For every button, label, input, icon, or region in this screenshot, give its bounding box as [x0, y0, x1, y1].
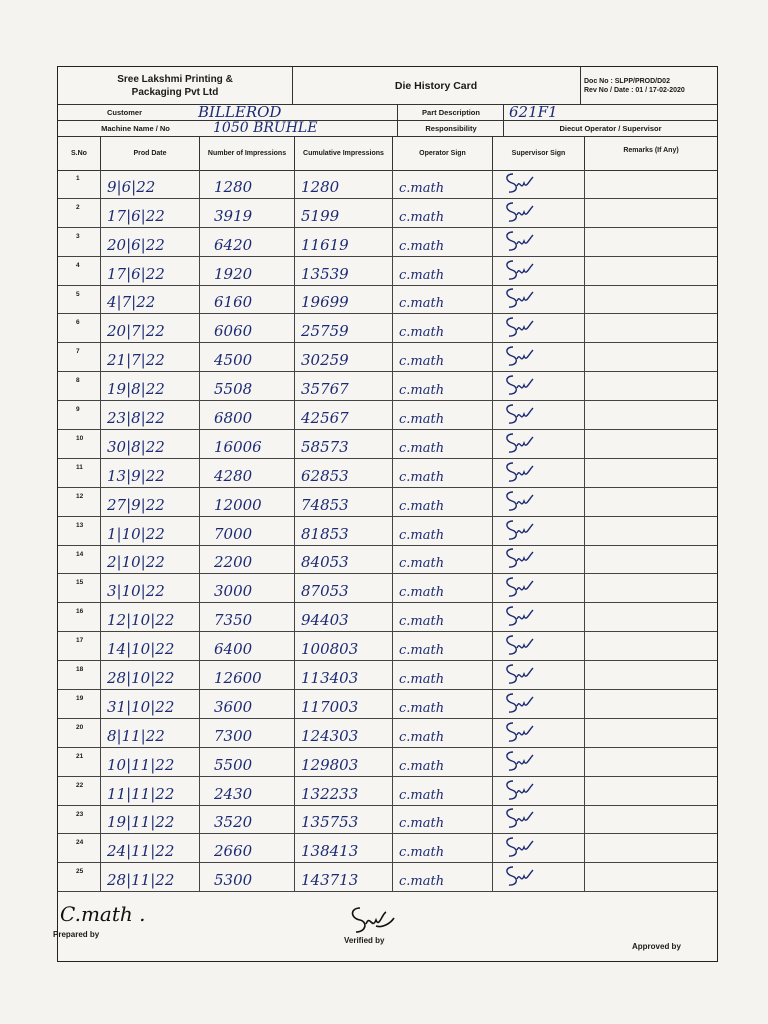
row-supervisor-sign [493, 314, 585, 342]
supervisor-signature [501, 662, 535, 686]
row-prod-date: 10|11|22 [101, 748, 200, 776]
table-row [58, 430, 717, 459]
prepared-by-label: Prepared by [53, 930, 100, 939]
table-row [58, 517, 717, 546]
row-prod-date: 21|7|22 [101, 343, 200, 371]
revision-number: Rev No / Date : 01 / 17-02-2020 [584, 86, 685, 94]
supervisor-signature [501, 373, 535, 397]
row-supervisor-sign [493, 748, 585, 776]
col-cumulative: Cumulative Impressions [295, 136, 393, 170]
row-remarks [585, 777, 717, 805]
row-remarks [585, 430, 717, 458]
row-impressions: 1280 [200, 170, 295, 198]
row-prod-date: 28|11|22 [101, 863, 200, 891]
customer-value: BILLEROD [198, 103, 282, 121]
row-supervisor-sign [493, 632, 585, 660]
row-cumulative: 138413 [295, 834, 393, 862]
row-impressions: 2660 [200, 834, 295, 862]
row-prod-date: 31|10|22 [101, 690, 200, 718]
row-supervisor-sign [493, 517, 585, 545]
row-operator-sign: c.math [393, 574, 493, 602]
row-sno: 17 [58, 632, 101, 660]
row-supervisor-sign [493, 286, 585, 314]
row-operator-sign: c.math [393, 459, 493, 487]
supervisor-signature [501, 229, 535, 253]
row-impressions: 6160 [200, 286, 295, 314]
row-remarks [585, 834, 717, 862]
row-impressions: 6400 [200, 632, 295, 660]
row-remarks [585, 343, 717, 371]
supervisor-signature [501, 749, 535, 773]
row-supervisor-sign [493, 546, 585, 574]
row-operator-sign: c.math [393, 401, 493, 429]
table-row [58, 863, 717, 892]
row-prod-date: 20|7|22 [101, 314, 200, 342]
row-impressions: 12000 [200, 488, 295, 516]
row-supervisor-sign [493, 459, 585, 487]
row-operator-sign: c.math [393, 690, 493, 718]
row-operator-sign: c.math [393, 257, 493, 285]
row-supervisor-sign [493, 661, 585, 689]
row-operator-sign: c.math [393, 546, 493, 574]
row-impressions: 16006 [200, 430, 295, 458]
supervisor-signature [501, 835, 535, 859]
row-remarks [585, 170, 717, 198]
row-impressions: 3600 [200, 690, 295, 718]
doc-number: Doc No : SLPP/PROD/D02 [584, 77, 670, 85]
card-header [58, 67, 717, 105]
row-sno: 15 [58, 574, 101, 602]
supervisor-signature [501, 200, 535, 224]
row-remarks [585, 863, 717, 891]
row-impressions: 5508 [200, 372, 295, 400]
row-remarks [585, 459, 717, 487]
row-sno: 16 [58, 603, 101, 631]
supervisor-signature [501, 344, 535, 368]
supervisor-signature [501, 518, 535, 542]
supervisor-signature [501, 604, 535, 628]
row-sno: 20 [58, 719, 101, 747]
supervisor-signature [501, 402, 535, 426]
row-sno: 3 [58, 228, 101, 256]
row-cumulative: 81853 [295, 517, 393, 545]
table-row [58, 719, 717, 748]
row-cumulative: 124303 [295, 719, 393, 747]
row-impressions: 4500 [200, 343, 295, 371]
row-prod-date: 27|9|22 [101, 488, 200, 516]
row-prod-date: 24|11|22 [101, 834, 200, 862]
table-row [58, 603, 717, 632]
row-operator-sign: c.math [393, 603, 493, 631]
column-header-row [58, 136, 717, 171]
table-row [58, 228, 717, 257]
row-impressions: 1920 [200, 257, 295, 285]
supervisor-signature [501, 460, 535, 484]
row-prod-date: 19|8|22 [101, 372, 200, 400]
row-sno: 21 [58, 748, 101, 776]
row-cumulative: 117003 [295, 690, 393, 718]
row-impressions: 3520 [200, 806, 295, 834]
prepared-signature: C.math . [60, 902, 146, 926]
row-supervisor-sign [493, 372, 585, 400]
responsibility-value: Diecut Operator / Supervisor [503, 120, 717, 136]
table-row [58, 257, 717, 286]
row-operator-sign: c.math [393, 286, 493, 314]
table-row [58, 372, 717, 401]
row-impressions: 3000 [200, 574, 295, 602]
row-sno: 8 [58, 372, 101, 400]
row-impressions: 7300 [200, 719, 295, 747]
row-remarks [585, 574, 717, 602]
row-cumulative: 129803 [295, 748, 393, 776]
row-prod-date: 17|6|22 [101, 199, 200, 227]
approved-by-label: Approved by [632, 942, 681, 951]
row-supervisor-sign [493, 834, 585, 862]
row-sno: 11 [58, 459, 101, 487]
table-row [58, 834, 717, 863]
row-supervisor-sign [493, 806, 585, 834]
row-sno: 14 [58, 546, 101, 574]
company-name [58, 67, 293, 104]
row-supervisor-sign [493, 863, 585, 891]
row-impressions: 7350 [200, 603, 295, 631]
row-cumulative: 87053 [295, 574, 393, 602]
row-remarks [585, 748, 717, 776]
row-prod-date: 19|11|22 [101, 806, 200, 834]
row-prod-date: 8|11|22 [101, 719, 200, 747]
machine-label: Machine Name / No [101, 123, 170, 133]
row-cumulative: 100803 [295, 632, 393, 660]
row-sno: 13 [58, 517, 101, 545]
row-sno: 19 [58, 690, 101, 718]
machine-value: 1050 BRUHLE [213, 120, 318, 136]
supervisor-signature [501, 315, 535, 339]
col-prod-date: Prod Date [101, 136, 200, 170]
verified-signature [346, 902, 396, 936]
row-operator-sign: c.math [393, 314, 493, 342]
col-sno: S.No [58, 136, 101, 170]
row-remarks [585, 603, 717, 631]
row-remarks [585, 228, 717, 256]
row-supervisor-sign [493, 488, 585, 516]
row-impressions: 5500 [200, 748, 295, 776]
table-row [58, 343, 717, 372]
row-supervisor-sign [493, 690, 585, 718]
row-sno: 2 [58, 199, 101, 227]
row-prod-date: 11|11|22 [101, 777, 200, 805]
supervisor-signature [501, 633, 535, 657]
row-operator-sign: c.math [393, 372, 493, 400]
row-supervisor-sign [493, 401, 585, 429]
table-row [58, 661, 717, 690]
table-row [58, 748, 717, 777]
row-prod-date: 30|8|22 [101, 430, 200, 458]
row-operator-sign: c.math [393, 719, 493, 747]
row-supervisor-sign [493, 603, 585, 631]
supervisor-signature [501, 546, 535, 570]
row-impressions: 2200 [200, 546, 295, 574]
row-cumulative: 11619 [295, 228, 393, 256]
row-sno: 23 [58, 806, 101, 834]
row-remarks [585, 199, 717, 227]
part-description-value: 621F1 [503, 104, 609, 120]
row-cumulative: 94403 [295, 603, 393, 631]
row-operator-sign: c.math [393, 632, 493, 660]
row-cumulative: 132233 [295, 777, 393, 805]
row-sno: 18 [58, 661, 101, 689]
table-row [58, 286, 717, 315]
supervisor-signature [501, 489, 535, 513]
supervisor-signature [501, 864, 535, 888]
row-sno: 24 [58, 834, 101, 862]
row-cumulative: 1280 [295, 170, 393, 198]
row-remarks [585, 401, 717, 429]
row-sno: 7 [58, 343, 101, 371]
table-row [58, 199, 717, 228]
table-row [58, 401, 717, 430]
row-sno: 1 [58, 170, 101, 198]
row-supervisor-sign [493, 199, 585, 227]
history-rows [58, 170, 717, 892]
die-history-card [53, 66, 718, 962]
supervisor-signature [501, 691, 535, 715]
document-info [580, 67, 717, 104]
row-cumulative: 135753 [295, 806, 393, 834]
table-row [58, 314, 717, 343]
row-remarks [585, 314, 717, 342]
company-line-2: Packaging Pvt Ltd [131, 86, 219, 98]
row-prod-date: 14|10|22 [101, 632, 200, 660]
row-sno: 22 [58, 777, 101, 805]
row-prod-date: 1|10|22 [101, 517, 200, 545]
row-prod-date: 13|9|22 [101, 459, 200, 487]
row-impressions: 7000 [200, 517, 295, 545]
row-cumulative: 42567 [295, 401, 393, 429]
verified-by-label: Verified by [344, 936, 385, 945]
row-supervisor-sign [493, 170, 585, 198]
row-cumulative: 84053 [295, 546, 393, 574]
machine-row [58, 120, 717, 137]
supervisor-signature [501, 720, 535, 744]
row-operator-sign: c.math [393, 199, 493, 227]
row-remarks [585, 257, 717, 285]
supervisor-signature [501, 171, 535, 195]
supervisor-signature [501, 258, 535, 282]
row-sno: 5 [58, 286, 101, 314]
row-supervisor-sign [493, 719, 585, 747]
row-cumulative: 30259 [295, 343, 393, 371]
supervisor-signature [501, 431, 535, 455]
table-row [58, 574, 717, 603]
col-supervisor-sign: Supervisor Sign [493, 136, 585, 170]
table-row [58, 777, 717, 806]
customer-label: Customer [106, 107, 142, 117]
table-row [58, 170, 717, 199]
row-operator-sign: c.math [393, 343, 493, 371]
row-impressions: 6060 [200, 314, 295, 342]
supervisor-signature [501, 806, 535, 830]
table-row [58, 690, 717, 719]
row-operator-sign: c.math [393, 748, 493, 776]
customer-row [58, 104, 717, 121]
row-cumulative: 19699 [295, 286, 393, 314]
row-remarks [585, 690, 717, 718]
row-prod-date: 12|10|22 [101, 603, 200, 631]
row-cumulative: 5199 [295, 199, 393, 227]
row-remarks [585, 806, 717, 834]
row-impressions: 3919 [200, 199, 295, 227]
row-cumulative: 13539 [295, 257, 393, 285]
col-impressions: Number of Impressions [200, 136, 295, 170]
row-sno: 4 [58, 257, 101, 285]
row-prod-date: 23|8|22 [101, 401, 200, 429]
row-supervisor-sign [493, 777, 585, 805]
row-operator-sign: c.math [393, 170, 493, 198]
row-supervisor-sign [493, 343, 585, 371]
row-impressions: 5300 [200, 863, 295, 891]
table-row [58, 546, 717, 575]
row-prod-date: 20|6|22 [101, 228, 200, 256]
supervisor-signature [501, 778, 535, 802]
row-supervisor-sign [493, 574, 585, 602]
table-row [58, 632, 717, 661]
row-sno: 6 [58, 314, 101, 342]
part-description-label: Part Description [397, 104, 504, 120]
row-cumulative: 25759 [295, 314, 393, 342]
row-remarks [585, 286, 717, 314]
row-cumulative: 62853 [295, 459, 393, 487]
row-prod-date: 9|6|22 [101, 170, 200, 198]
row-impressions: 2430 [200, 777, 295, 805]
responsibility-label: Responsibility [397, 120, 504, 136]
row-impressions: 4280 [200, 459, 295, 487]
row-prod-date: 4|7|22 [101, 286, 200, 314]
row-operator-sign: c.math [393, 863, 493, 891]
row-remarks [585, 632, 717, 660]
row-operator-sign: c.math [393, 806, 493, 834]
row-sno: 9 [58, 401, 101, 429]
row-prod-date: 28|10|22 [101, 661, 200, 689]
col-remarks: Remarks (If Any) [623, 147, 679, 154]
row-sno: 25 [58, 863, 101, 891]
company-line-1: Sree Lakshmi Printing & [117, 73, 233, 85]
row-sno: 12 [58, 488, 101, 516]
table-row [58, 459, 717, 488]
row-remarks [585, 546, 717, 574]
row-operator-sign: c.math [393, 488, 493, 516]
row-supervisor-sign [493, 257, 585, 285]
row-prod-date: 17|6|22 [101, 257, 200, 285]
row-cumulative: 58573 [295, 430, 393, 458]
row-remarks [585, 488, 717, 516]
row-impressions: 6800 [200, 401, 295, 429]
supervisor-signature [501, 575, 535, 599]
row-impressions: 6420 [200, 228, 295, 256]
card-title: Die History Card [292, 67, 581, 104]
row-operator-sign: c.math [393, 834, 493, 862]
row-cumulative: 143713 [295, 863, 393, 891]
row-cumulative: 113403 [295, 661, 393, 689]
row-prod-date: 3|10|22 [101, 574, 200, 602]
row-operator-sign: c.math [393, 517, 493, 545]
row-remarks [585, 372, 717, 400]
row-operator-sign: c.math [393, 430, 493, 458]
col-operator-sign: Operator Sign [393, 136, 493, 170]
row-remarks [585, 661, 717, 689]
card-footer [53, 892, 717, 962]
row-impressions: 12600 [200, 661, 295, 689]
supervisor-signature [501, 286, 535, 310]
row-operator-sign: c.math [393, 777, 493, 805]
row-remarks [585, 517, 717, 545]
row-supervisor-sign [493, 228, 585, 256]
row-operator-sign: c.math [393, 661, 493, 689]
row-remarks [585, 719, 717, 747]
row-supervisor-sign [493, 430, 585, 458]
table-row [58, 806, 717, 835]
row-prod-date: 2|10|22 [101, 546, 200, 574]
row-operator-sign: c.math [393, 228, 493, 256]
row-sno: 10 [58, 430, 101, 458]
table-row [58, 488, 717, 517]
row-cumulative: 35767 [295, 372, 393, 400]
row-cumulative: 74853 [295, 488, 393, 516]
